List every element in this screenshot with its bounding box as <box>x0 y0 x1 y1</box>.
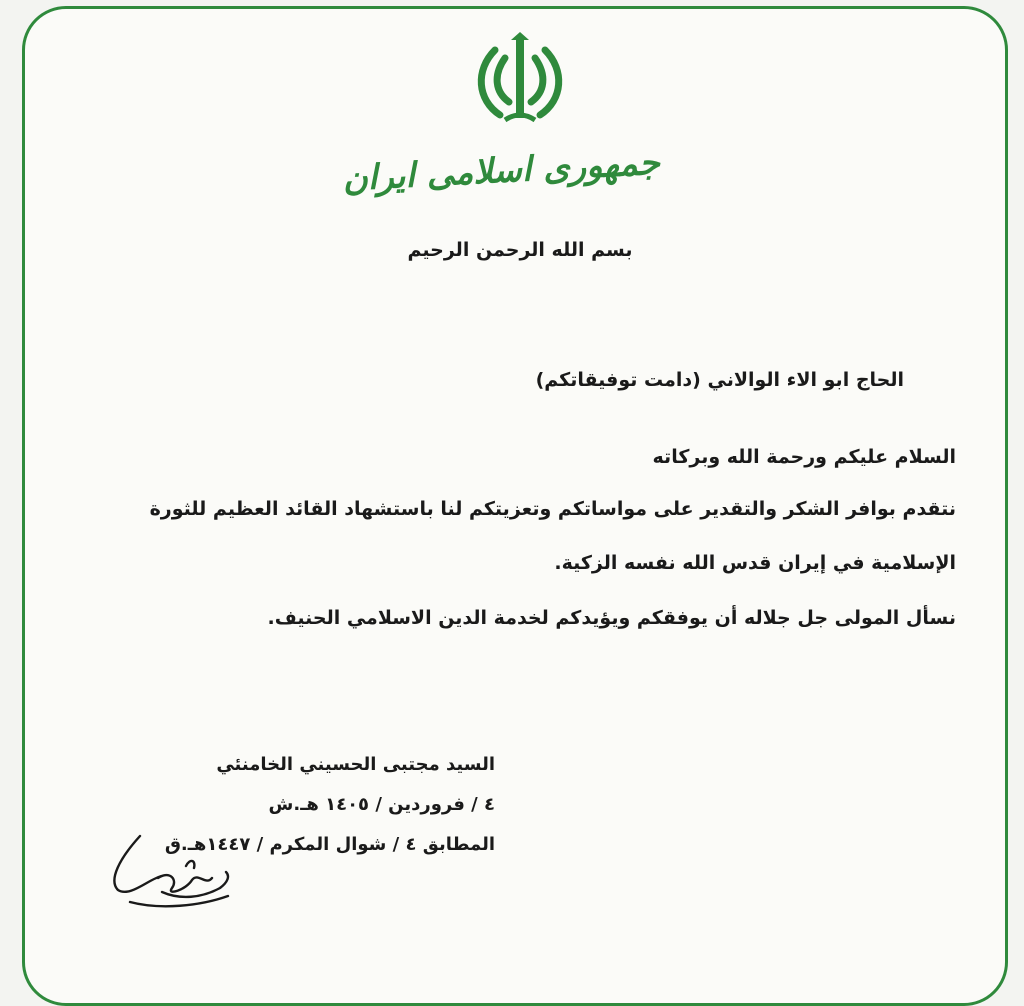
date-solar: ٤ / فروردين / ١٤٠٥ هـ.ش <box>268 794 495 815</box>
body-line-2: الإسلامية في إيران قدس الله نفسه الزكية. <box>554 552 956 574</box>
basmala: بسم الله الرحمن الرحيم <box>407 239 633 261</box>
iran-emblem-icon <box>465 30 575 130</box>
iran-emblem-svg <box>465 30 575 130</box>
signatory-name: السيد مجتبى الحسيني الخامنئي <box>216 754 495 775</box>
body-greeting: السلام عليكم ورحمة الله وبركاته <box>652 446 956 468</box>
body-line-3: نسأل المولى جل جلاله أن يوفقكم ويؤيدكم لخدمة الدين الاسلامي الحنيف. <box>267 607 956 629</box>
letterhead-state-name: جمهوری اسلامی ایران <box>341 142 661 200</box>
body-line-1: نتقدم بوافر الشكر والتقدير على مواساتكم وتعزيتكم لنا باستشهاد القائد العظيم للثورة <box>149 498 956 520</box>
handwritten-signature <box>100 818 240 913</box>
signature-scribble-svg <box>100 818 240 913</box>
date-lunar: المطابق ٤ / شوال المكرم / ١٤٤٧هـ.ق <box>164 834 495 855</box>
addressee: الحاج ابو الاء الوالاني (دامت توفيقاتكم) <box>535 369 904 391</box>
